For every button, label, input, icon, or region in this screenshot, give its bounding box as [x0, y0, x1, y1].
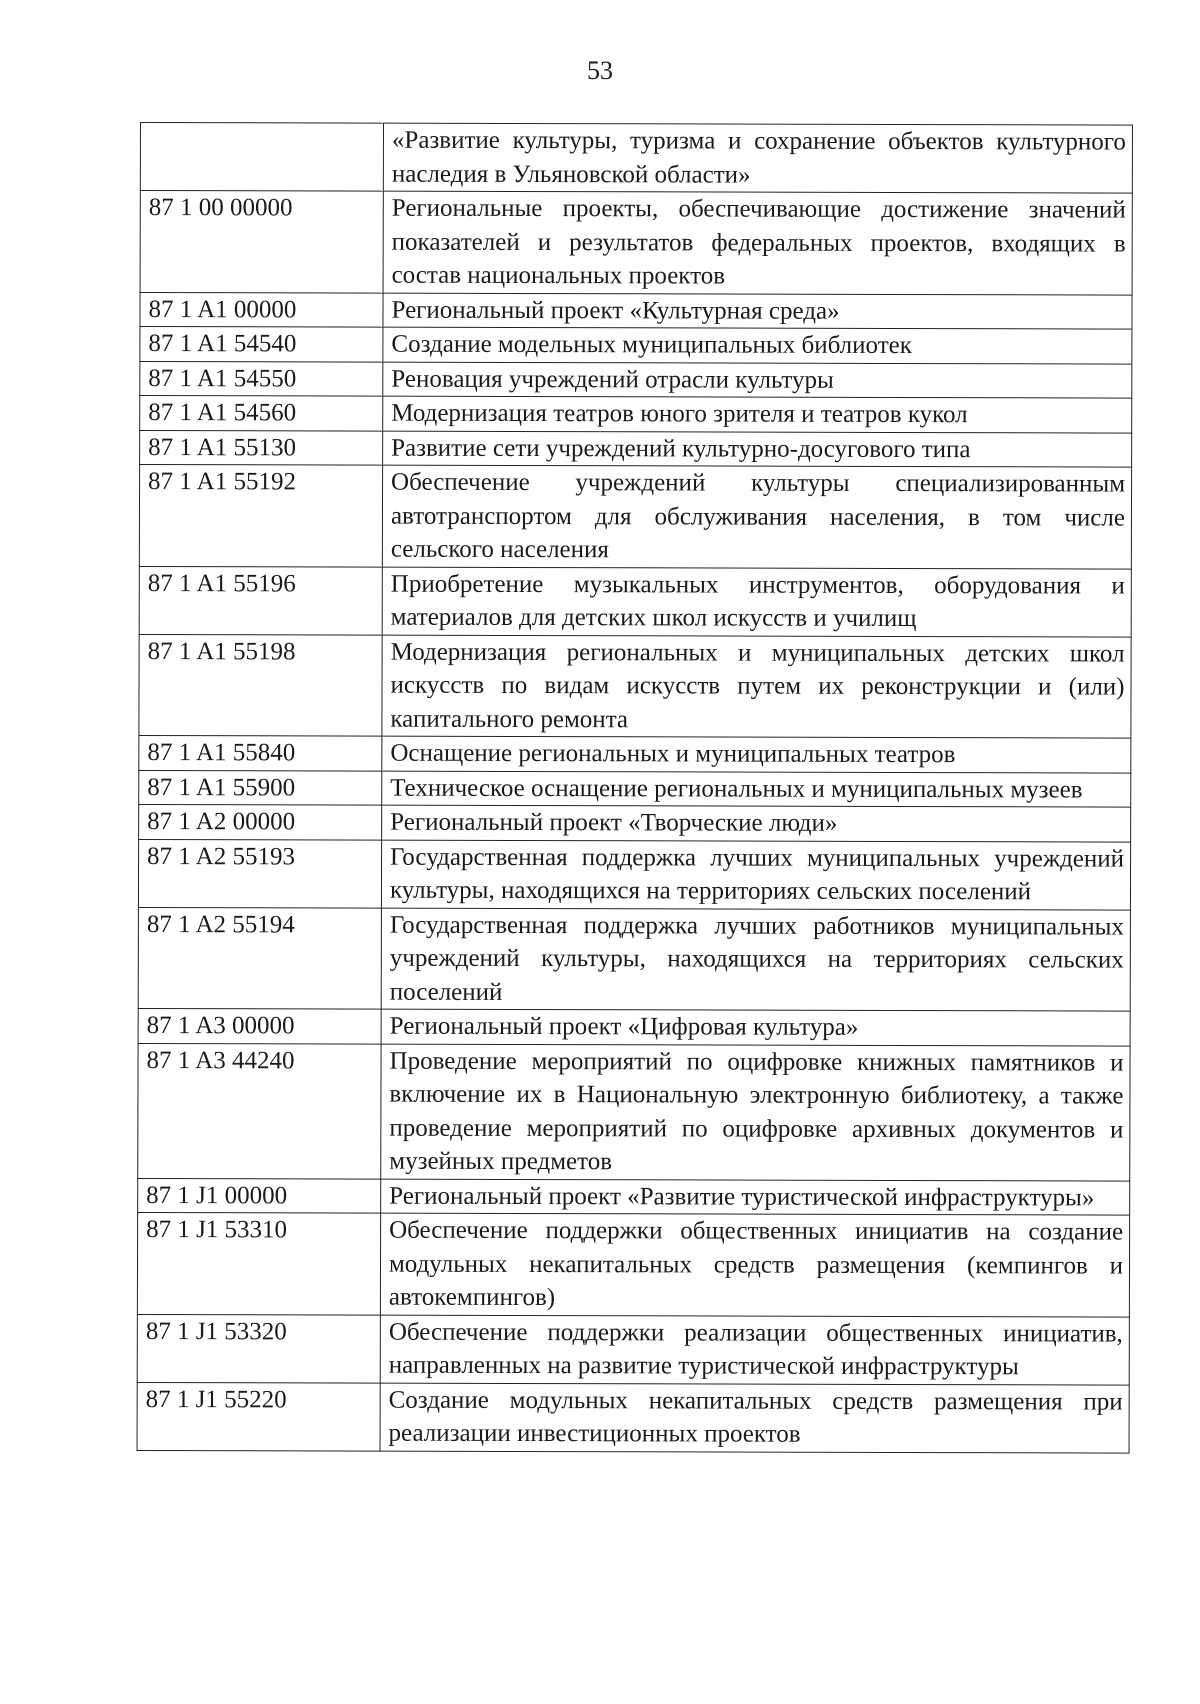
row-code: 87 1 A1 54550: [140, 361, 383, 396]
page-number: 53: [587, 56, 613, 85]
table-row: [137, 1382, 1129, 1453]
row-description: Развитие сети учреждений культурно-досугового типа: [383, 431, 1132, 467]
table-row: [137, 1314, 1129, 1385]
table-row: [139, 634, 1131, 738]
row-code: 87 1 J1 53320: [137, 1314, 380, 1383]
table-row: [140, 396, 1132, 433]
row-code: 87 1 A1 55130: [140, 430, 383, 465]
row-code: 87 1 A1 55900: [139, 770, 382, 805]
table-row: [138, 1043, 1130, 1181]
table-row: [138, 839, 1130, 910]
table-row: [139, 566, 1131, 637]
row-code: 87 1 A2 55193: [138, 839, 381, 908]
table-row: [139, 770, 1131, 807]
table-row: [139, 804, 1131, 841]
row-description: Техническое оснащение региональных и муниципальных музеев: [382, 771, 1131, 807]
row-description: Модернизация театров юного зрителя и театров кукол: [383, 396, 1132, 432]
row-description: Региональный проект «Цифровая культура»: [381, 1009, 1130, 1045]
table-row: [137, 1212, 1129, 1316]
row-code: 87 1 A3 44240: [138, 1043, 381, 1179]
table-row: [139, 465, 1131, 569]
row-code: 87 1 A1 00000: [140, 292, 383, 327]
row-code: 87 1 J1 00000: [138, 1178, 381, 1213]
row-description: Государственная поддержка лучших муниципальных учреждений культуры, находящихся на территориях сельских поселений: [381, 840, 1130, 910]
row-description: Реновация учреждений отрасли культуры: [383, 362, 1132, 398]
row-description: Создание модульных некапитальных средств размещения при реализации инвестиционных проектов: [380, 1383, 1129, 1453]
row-description: Создание модельных муниципальных библиотек: [383, 327, 1132, 363]
row-code: 87 1 A2 00000: [139, 804, 382, 839]
row-code: 87 1 A1 54560: [140, 396, 383, 431]
row-code: [140, 123, 383, 192]
row-code: 87 1 A1 55192: [139, 465, 382, 567]
row-description: Региональный проект «Культурная среда»: [383, 293, 1132, 329]
row-code: 87 1 A1 55840: [139, 735, 382, 770]
row-code: 87 1 A1 55198: [139, 634, 382, 736]
row-code: 87 1 A2 55194: [138, 907, 381, 1009]
row-code: 87 1 J1 55220: [137, 1382, 380, 1451]
row-code: 87 1 A3 00000: [138, 1008, 381, 1043]
table-row: [140, 327, 1132, 364]
table-row: [139, 735, 1131, 772]
row-description: «Развитие культуры, туризма и сохранение объектов культурного наследия в Ульяновской области»: [383, 123, 1132, 193]
budget-code-table: [137, 122, 1133, 1453]
table-row: [140, 123, 1132, 194]
row-description: Проведение мероприятий по оцифровке книжных памятников и включение их в Национальную электронную библиотеку, а также проведение мероприятий по оцифровке архивных документов и музейных предметов: [381, 1044, 1130, 1181]
table-row: [138, 1178, 1130, 1215]
row-description: Модернизация региональных и муниципальных детских школ искусств по видам искусств путем их реконструкции и (или) капитального ремонта: [382, 635, 1131, 738]
row-description: Региональные проекты, обеспечивающие достижение значений показателей и результатов федеральных проектов, входящих в состав национальных проектов: [383, 191, 1132, 294]
row-description: Государственная поддержка лучших работников муниципальных учреждений культуры, находящихся на территориях сельских поселений: [381, 908, 1130, 1011]
row-description: Оснащение региональных и муниципальных театров: [382, 736, 1131, 772]
row-code: 87 1 A1 55196: [139, 566, 382, 635]
row-description: Обеспечение поддержки реализации общественных инициатив, направленных на развитие туристической инфраструктуры: [380, 1315, 1129, 1385]
table-row: [140, 430, 1132, 467]
table-row: [140, 361, 1132, 398]
table-row: [140, 292, 1132, 329]
table-row: [140, 191, 1132, 295]
row-code: 87 1 J1 53310: [137, 1212, 380, 1314]
row-code: 87 1 A1 54540: [140, 327, 383, 362]
row-description: Региональный проект «Развитие туристической инфраструктуры»: [381, 1179, 1130, 1215]
table-row: [138, 907, 1130, 1011]
table-row: [138, 1008, 1130, 1045]
row-description: Региональный проект «Творческие люди»: [382, 805, 1131, 841]
row-description: Обеспечение учреждений культуры специализированным автотранспортом для обслуживания населения, в том числе сельского населения: [382, 465, 1131, 568]
row-code: 87 1 00 00000: [140, 191, 383, 293]
row-description: Приобретение музыкальных инструментов, оборудования и материалов для детских школ искусств и училищ: [382, 567, 1131, 637]
row-description: Обеспечение поддержки общественных инициатив на создание модульных некапитальных средств размещения (кемпингов и автокемпингов): [380, 1213, 1129, 1316]
